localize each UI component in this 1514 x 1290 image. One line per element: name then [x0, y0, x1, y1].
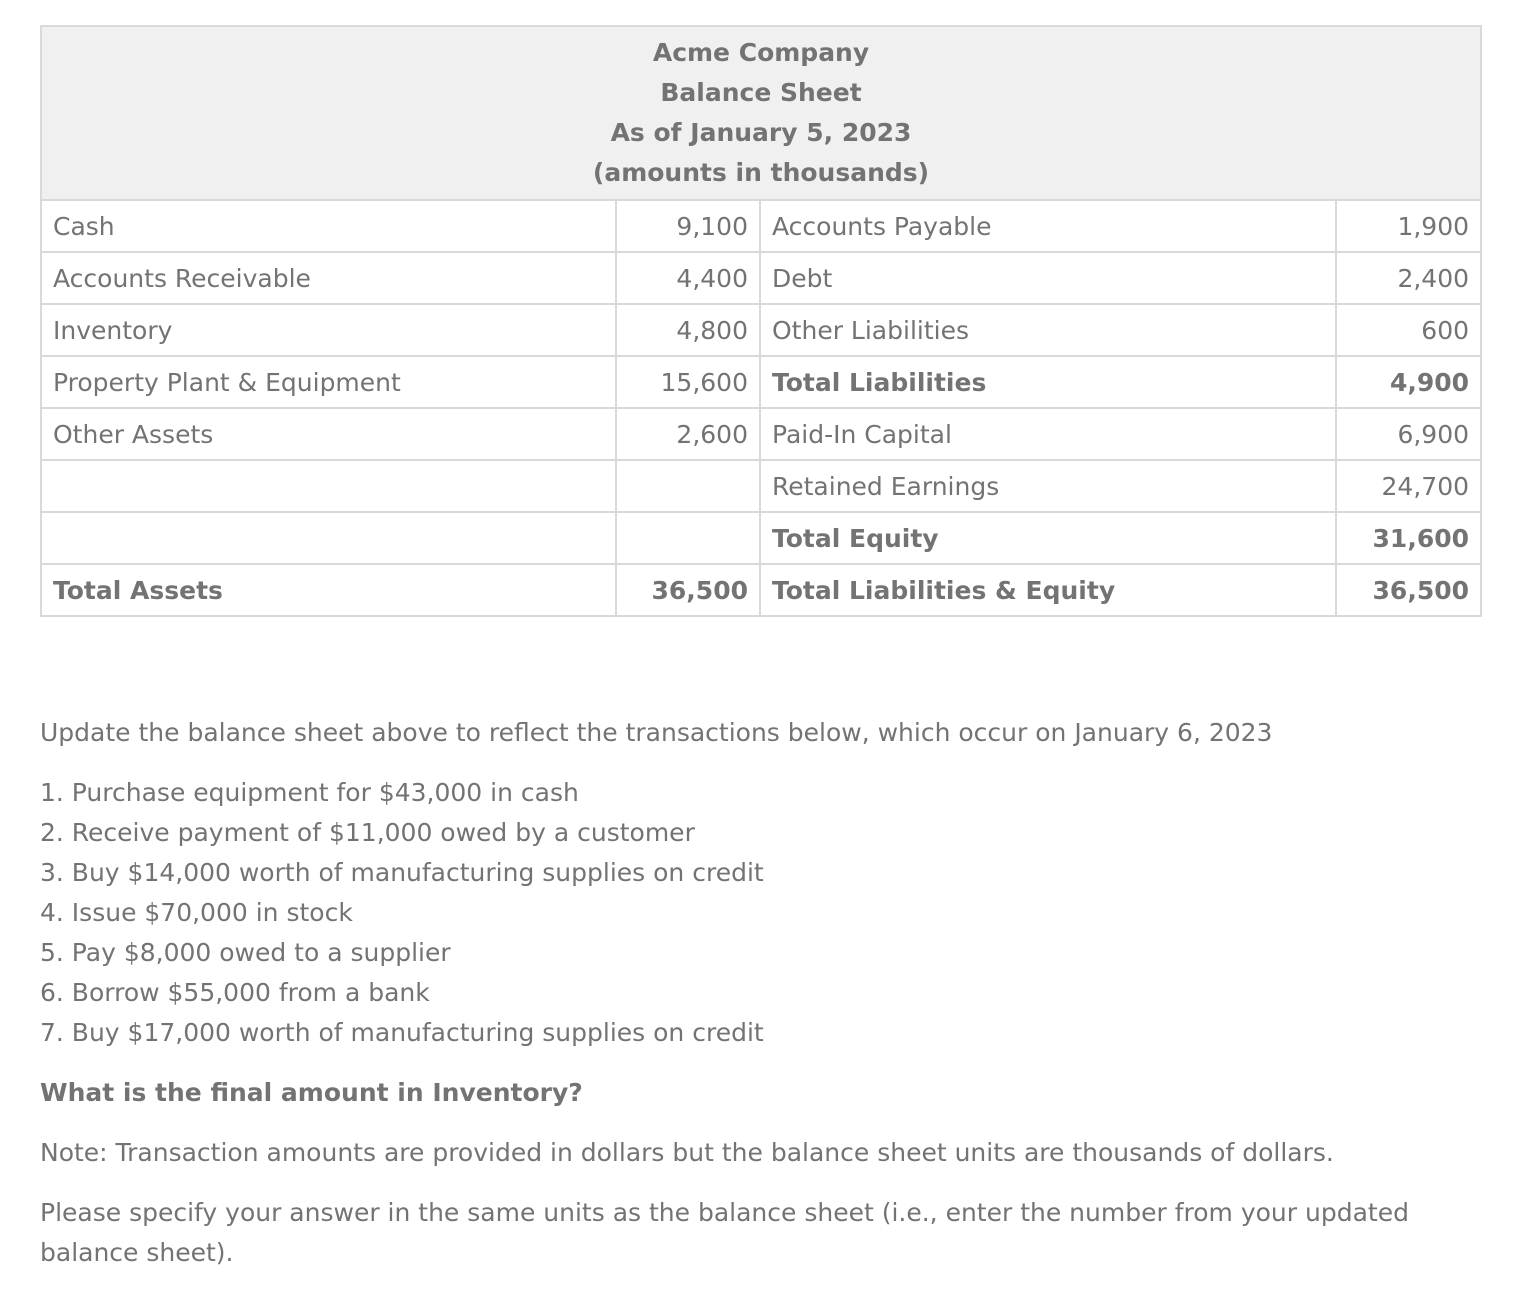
- statement-title: Balance Sheet: [660, 78, 862, 107]
- table-row: [41, 356, 1481, 408]
- total-equity-label: Total Equity: [760, 512, 1336, 564]
- equity-value: 24,700: [1336, 460, 1481, 512]
- equity-label: Paid-In Capital: [760, 408, 1336, 460]
- asset-value: [616, 460, 760, 512]
- total-liabilities-label: Total Liabilities: [760, 356, 1336, 408]
- list-item: 1. Purchase equipment for $43,000 in cash: [40, 778, 579, 807]
- company-name: Acme Company: [652, 38, 870, 67]
- asset-value: [616, 512, 760, 564]
- equity-value: 6,900: [1336, 408, 1481, 460]
- total-assets-label: Total Assets: [41, 564, 616, 616]
- table-row: [41, 512, 1481, 564]
- statement-units: (amounts in thousands): [592, 158, 930, 187]
- total-liabilities-value: 4,900: [1336, 356, 1481, 408]
- liability-value: 600: [1336, 304, 1481, 356]
- list-item: 6. Borrow $55,000 from a bank: [40, 978, 430, 1007]
- liability-label: Debt: [760, 252, 1336, 304]
- table-row: [41, 564, 1481, 616]
- table-row: [41, 460, 1481, 512]
- asset-value: 4,800: [616, 304, 760, 356]
- asset-value: 2,600: [616, 408, 760, 460]
- list-item: 2. Receive payment of $11,000 owed by a customer: [40, 818, 695, 847]
- asset-value: 4,400: [616, 252, 760, 304]
- units-note: Note: Transaction amounts are provided in dollars but the balance sheet units are thousands of dollars.: [40, 1138, 1334, 1167]
- list-item: 4. Issue $70,000 in stock: [40, 898, 353, 927]
- statement-date: As of January 5, 2023: [610, 118, 912, 147]
- list-item: 7. Buy $17,000 worth of manufacturing supplies on credit: [40, 1018, 764, 1047]
- asset-label: Accounts Receivable: [41, 252, 616, 304]
- question-text: What is the final amount in Inventory?: [40, 1078, 583, 1107]
- table-row: [41, 252, 1481, 304]
- answer-instruction: Please specify your answer in the same units as the balance sheet (i.e., enter the number from your updated balance sheet).: [40, 1198, 1409, 1267]
- total-liabilities-equity-label: Total Liabilities & Equity: [760, 564, 1336, 616]
- table-row: [41, 304, 1481, 356]
- list-item: 3. Buy $14,000 worth of manufacturing supplies on credit: [40, 858, 764, 887]
- liability-label: Other Liabilities: [760, 304, 1336, 356]
- equity-label: Retained Earnings: [760, 460, 1336, 512]
- balance-sheet-table: [40, 25, 1482, 617]
- balance-sheet-header-row: [41, 26, 1481, 200]
- asset-label: [41, 460, 616, 512]
- balance-sheet-header: [41, 26, 1481, 200]
- total-liabilities-equity-value: 36,500: [1336, 564, 1481, 616]
- asset-value: 9,100: [616, 200, 760, 252]
- total-assets-value: 36,500: [616, 564, 760, 616]
- asset-label: Other Assets: [41, 408, 616, 460]
- total-equity-value: 31,600: [1336, 512, 1481, 564]
- asset-label: [41, 512, 616, 564]
- transaction-list: [40, 773, 764, 1053]
- liability-label: Accounts Payable: [760, 200, 1336, 252]
- liability-value: 2,400: [1336, 252, 1481, 304]
- instructions-intro: Update the balance sheet above to reflect the transactions below, which occur on January 6, 2023: [40, 718, 1273, 747]
- liability-value: 1,900: [1336, 200, 1481, 252]
- asset-label: Inventory: [41, 304, 616, 356]
- table-row: [41, 408, 1481, 460]
- table-row: [41, 200, 1481, 252]
- list-item: 5. Pay $8,000 owed to a supplier: [40, 938, 451, 967]
- asset-label: Property Plant & Equipment: [41, 356, 616, 408]
- asset-label: Cash: [41, 200, 616, 252]
- asset-value: 15,600: [616, 356, 760, 408]
